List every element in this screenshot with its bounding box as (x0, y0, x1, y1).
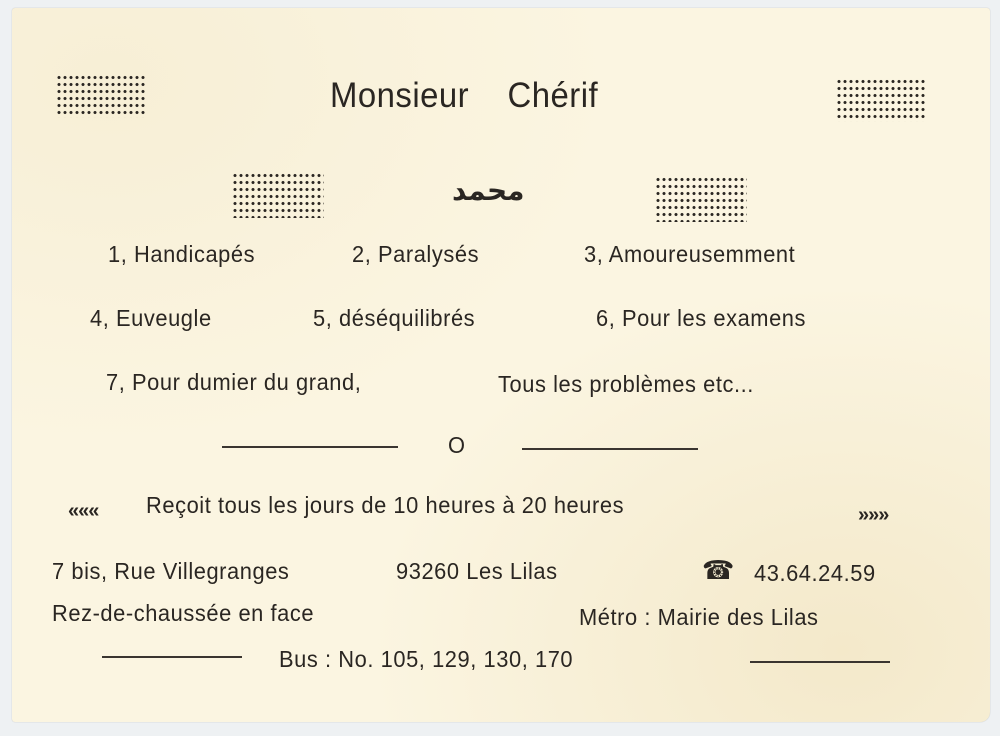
arabic-name: محمد (452, 174, 525, 207)
dot-pattern-mid-right (655, 176, 747, 222)
service-item-2: 2, Paralysés (352, 241, 480, 267)
telephone-icon: ☎ (702, 556, 735, 586)
service-item-7: 7, Pour dumier du grand, (106, 369, 362, 395)
opening-hours: Reçoit tous les jours de 10 heures à 20 heures (146, 492, 625, 518)
bus-rule-right (750, 661, 890, 663)
separator-rule-left (222, 446, 398, 448)
service-item-6: 6, Pour les examens (596, 305, 807, 331)
service-item-5: 5, déséquilibrés (313, 305, 476, 331)
open-quote-marks: ««« (68, 500, 99, 522)
dot-pattern-top-left (56, 74, 146, 118)
service-item-1: 1, Handicapés (108, 241, 256, 267)
business-card (12, 8, 990, 722)
dot-pattern-mid-left (232, 172, 324, 218)
separator-rule-right (522, 448, 698, 450)
metro-info: Métro : Mairie des Lilas (579, 604, 819, 630)
close-quote-marks: »»» (858, 504, 889, 526)
phone-number: 43.64.24.59 (754, 560, 876, 586)
service-item-3: 3, Amoureusemment (584, 241, 796, 267)
address-postal-city: 93260 Les Lilas (396, 558, 558, 584)
bus-rule-left (102, 656, 242, 658)
bus-info: Bus : No. 105, 129, 130, 170 (279, 646, 574, 672)
card-title: Monsieur Chérif (330, 76, 599, 115)
service-item-other: Tous les problèmes etc... (498, 371, 754, 397)
dot-pattern-top-right (836, 78, 926, 122)
separator-symbol: O (448, 432, 466, 458)
service-item-4: 4, Euveugle (90, 305, 212, 331)
address-details: Rez-de-chaussée en face (52, 600, 315, 626)
address-street: 7 bis, Rue Villegranges (52, 558, 290, 584)
